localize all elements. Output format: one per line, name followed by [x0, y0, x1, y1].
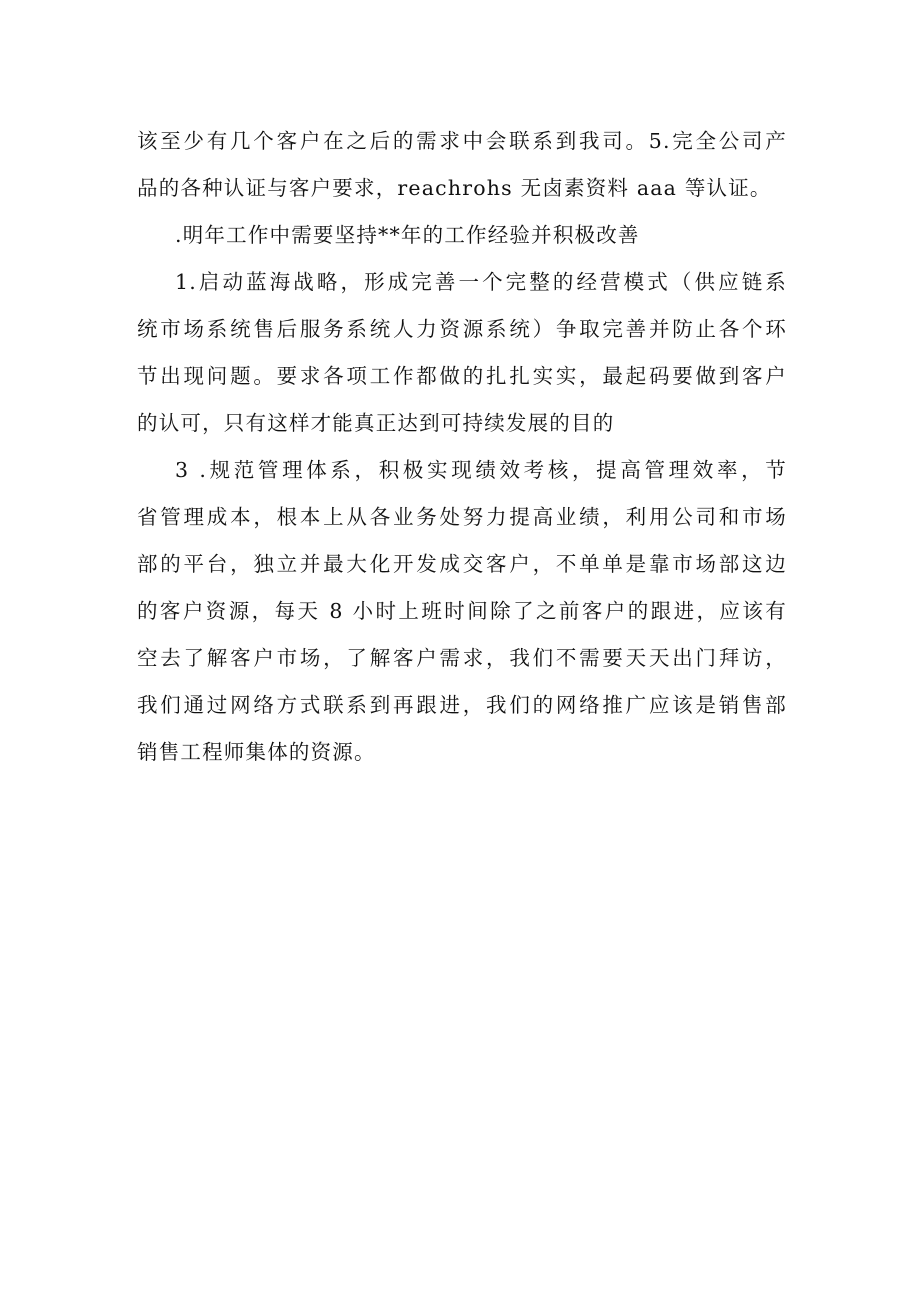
text-line: 1.启动蓝海战略，形成完善一个完整的经营模式（供应链系 [175, 270, 787, 294]
text-line: 统市场系统售后服务系统人力资源系统）争取完善并防止各个环 [137, 317, 787, 341]
text-line: 3 .规范管理体系，积极实现绩效考核，提高管理效率，节 [175, 458, 787, 482]
text-line: 销售工程师集体的资源。 [137, 740, 376, 764]
text-line: 的认可，只有这样才能真正达到可持续发展的目的 [137, 411, 615, 435]
paragraph-heading [137, 212, 787, 259]
paragraph-item-3 [137, 447, 787, 776]
text-line: .明年工作中需要坚持**年的工作经验并积极改善 [175, 223, 640, 247]
text-line: 部的平台，独立并最大化开发成交客户，不单单是靠市场部这边 [137, 552, 787, 576]
text-line: 该至少有几个客户在之后的需求中会联系到我司。5.完全公司产 [137, 129, 787, 153]
paragraph-item-1 [137, 259, 787, 447]
paragraph-continuation [137, 118, 787, 212]
text-line: 品的各种认证与客户要求，reachrohs 无卤素资料 aaa 等认证。 [137, 176, 772, 200]
text-line: 我们通过网络方式联系到再跟进，我们的网络推广应该是销售部 [137, 693, 787, 717]
text-line: 的客户资源，每天 8 小时上班时间除了之前客户的跟进，应该有 [137, 599, 787, 623]
text-line: 节出现问题。要求各项工作都做的扎扎实实，最起码要做到客户 [137, 364, 787, 388]
text-line: 空去了解客户市场，了解客户需求，我们不需要天天出门拜访， [137, 646, 787, 670]
document-body [137, 118, 787, 776]
text-line: 省管理成本，根本上从各业务处努力提高业绩，利用公司和市场 [137, 505, 787, 529]
